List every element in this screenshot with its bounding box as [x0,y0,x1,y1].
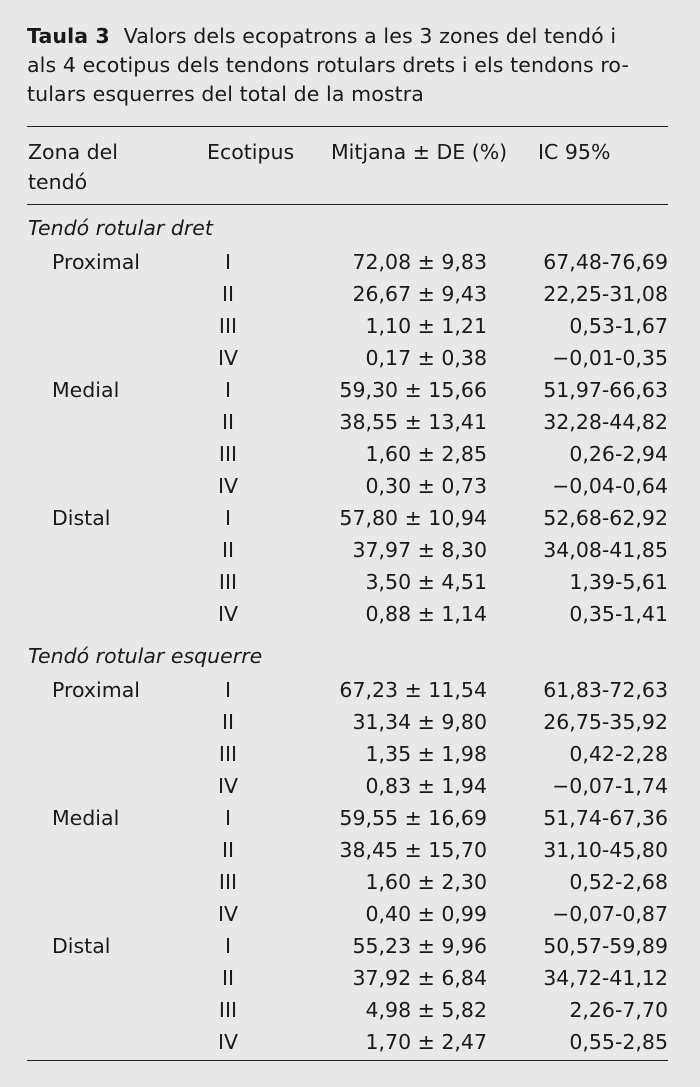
table-row [0,534,700,566]
table-row [0,438,700,470]
table-row [0,898,700,930]
cell-ci: 31,10-45,80 [543,838,668,862]
cell-mean: 3,50 ± 4,51 [365,570,487,594]
table-row [0,994,700,1026]
cell-ecotype: II [221,282,235,306]
cell-ci: 61,83-72,63 [543,678,668,702]
cell-mean: 0,17 ± 0,38 [365,346,487,370]
cell-ecotype: II [221,410,235,434]
cell-ecotype: IV [217,774,239,798]
cell-ci: 50,57-59,89 [543,934,668,958]
header-ecotype: Ecotipus [207,140,295,164]
cell-ci: 32,28-44,82 [543,410,668,434]
cell-mean: 59,55 ± 16,69 [339,806,487,830]
table-row [0,246,700,278]
cell-ecotype: I [224,506,232,530]
cell-ci: 0,42-2,28 [569,742,668,766]
cell-ci: 22,25-31,08 [543,282,668,306]
cell-ecotype: III [218,442,238,466]
table-row [0,342,700,374]
table-row [0,962,700,994]
cell-ecotype: III [218,870,238,894]
cell-ci: 67,48-76,69 [543,250,668,274]
cell-ecotype: IV [217,1030,239,1054]
cell-ecotype: II [221,710,235,734]
table-row [0,566,700,598]
cell-ci: 0,35-1,41 [569,602,668,626]
cell-mean: 26,67 ± 9,43 [352,282,487,306]
cell-mean: 37,92 ± 6,84 [352,966,487,990]
cell-mean: 0,40 ± 0,99 [365,902,487,926]
cell-ecotype: I [224,934,232,958]
cell-ecotype: IV [217,474,239,498]
cell-ci: 0,55-2,85 [569,1030,668,1054]
cell-mean: 1,60 ± 2,30 [365,870,487,894]
table-row [0,1026,700,1058]
cell-ecotype: II [221,838,235,862]
table-row [0,598,700,630]
cell-mean: 0,88 ± 1,14 [365,602,487,626]
header-mean: Mitjana ± DE (%) [331,140,508,164]
cell-mean: 38,45 ± 15,70 [339,838,487,862]
cell-mean: 1,60 ± 2,85 [365,442,487,466]
cell-ci: −0,04-0,64 [552,474,668,498]
cell-zone: Medial [52,806,120,830]
caption-line-2: als 4 ecotipus dels tendons rotulars drets i els tendons ro- [27,53,629,77]
table-row [0,310,700,342]
cell-mean: 72,08 ± 9,83 [352,250,487,274]
cell-ecotype: III [218,314,238,338]
caption-line-3: tulars esquerres del total de la mostra [27,82,424,106]
header-zone-line-2: tendó [28,170,88,194]
table-row [0,374,700,406]
cell-ci: 51,97-66,63 [543,378,668,402]
cell-zone: Distal [52,934,111,958]
cell-ci: 2,26-7,70 [569,998,668,1022]
caption-label: Taula 3 [27,24,110,48]
top-rule [27,126,668,127]
cell-mean: 1,10 ± 1,21 [365,314,487,338]
cell-mean: 38,55 ± 13,41 [339,410,487,434]
caption-line-1 [27,22,677,51]
table-row [0,278,700,310]
header-ci: IC 95% [538,140,611,164]
cell-mean: 59,30 ± 15,66 [339,378,487,402]
cell-mean: 55,23 ± 9,96 [352,934,487,958]
cell-mean: 1,70 ± 2,47 [365,1030,487,1054]
cell-ci: 1,39-5,61 [569,570,668,594]
cell-mean: 1,35 ± 1,98 [365,742,487,766]
section-title: Tendó rotular esquerre [28,644,263,668]
header-zone-line-1: Zona del [28,140,118,164]
cell-ecotype: III [218,998,238,1022]
cell-ecotype: I [224,678,232,702]
table-row [0,502,700,534]
cell-zone: Proximal [52,678,140,702]
table-row [0,866,700,898]
cell-ci: 51,74-67,36 [543,806,668,830]
cell-mean: 0,30 ± 0,73 [365,474,487,498]
caption-text-1: Valors dels ecopatrons a les 3 zones del tendó i [123,24,617,48]
cell-ecotype: I [224,378,232,402]
cell-ecotype: II [221,538,235,562]
cell-mean: 37,97 ± 8,30 [352,538,487,562]
header-zone [28,137,118,197]
cell-ecotype: IV [217,602,239,626]
cell-ci: 34,08-41,85 [543,538,668,562]
cell-mean: 57,80 ± 10,94 [339,506,487,530]
cell-mean: 67,23 ± 11,54 [339,678,487,702]
cell-mean: 0,83 ± 1,94 [365,774,487,798]
cell-mean: 4,98 ± 5,82 [365,998,487,1022]
cell-ecotype: IV [217,902,239,926]
table-row [0,406,700,438]
cell-ecotype: I [224,806,232,830]
cell-ecotype: IV [217,346,239,370]
cell-ci: 26,75-35,92 [543,710,668,734]
cell-ci: −0,07-0,87 [552,902,668,926]
cell-ecotype: III [218,570,238,594]
table-row [0,738,700,770]
cell-zone: Medial [52,378,120,402]
cell-ecotype: I [224,250,232,274]
cell-ci: 52,68-62,92 [543,506,668,530]
section-title: Tendó rotular dret [28,216,213,240]
cell-mean: 31,34 ± 9,80 [352,710,487,734]
table-row [0,834,700,866]
cell-ci: 0,26-2,94 [569,442,668,466]
cell-ci: 0,52-2,68 [569,870,668,894]
cell-zone: Proximal [52,250,140,274]
cell-ci: 0,53-1,67 [569,314,668,338]
cell-ecotype: III [218,742,238,766]
cell-ecotype: II [221,966,235,990]
table-row [0,930,700,962]
cell-ci: −0,01-0,35 [552,346,668,370]
cell-ci: 34,72-41,12 [543,966,668,990]
table-row [0,674,700,706]
table-row [0,706,700,738]
table-row [0,770,700,802]
bottom-rule [27,1060,668,1061]
table-caption [27,22,677,109]
cell-ci: −0,07-1,74 [552,774,668,798]
cell-zone: Distal [52,506,111,530]
table-row [0,470,700,502]
table-row [0,802,700,834]
header-rule [27,204,668,205]
